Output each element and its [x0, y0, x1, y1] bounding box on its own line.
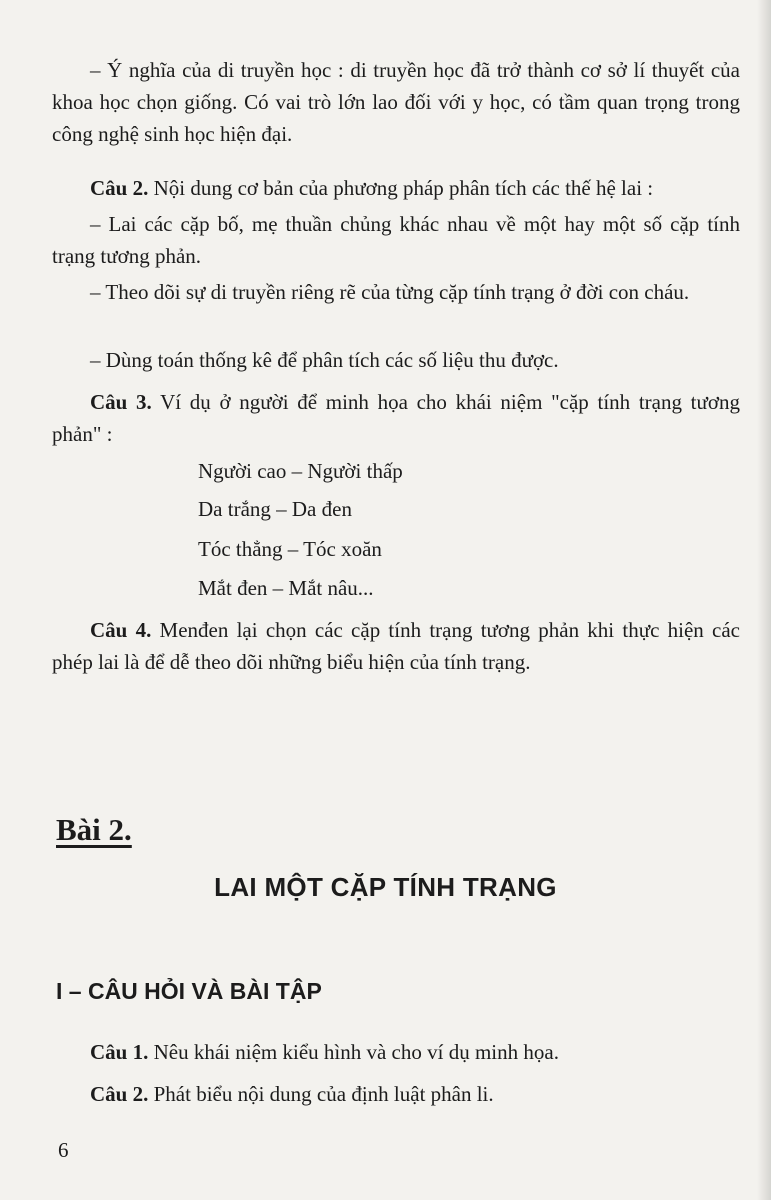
question-label: Câu 1. — [90, 1040, 149, 1064]
example-pair: Người cao – Người thấp — [198, 459, 403, 483]
exercise-question — [52, 1078, 740, 1110]
page-edge-shadow — [757, 0, 771, 1200]
example-pair: Da trắng – Da đen — [198, 497, 352, 521]
question-label: Câu 4. — [90, 618, 152, 642]
paragraph-genetics-significance: – Ý nghĩa của di truyền học : di truyền học đã trở thành cơ sở lí thuyết của khoa học chọn giống. Có vai trò lớn lao đối với y học, có tầm quan trọng trong công nghệ sinh học hiện đại. — [52, 58, 740, 146]
lesson-title: LAI MỘT CẶP TÍNH TRẠNG — [214, 872, 557, 902]
bullet-item: – Theo dõi sự di truyền riêng rẽ của từng cặp tính trạng ở đời con cháu. — [90, 280, 690, 304]
question-text: Nêu khái niệm kiểu hình và cho ví dụ minh họa. — [148, 1040, 559, 1064]
question-label: Câu 3. — [90, 390, 152, 414]
question-4-answer — [52, 614, 740, 678]
question-text: Phát biểu nội dung của định luật phân li. — [148, 1082, 494, 1106]
question-text: Ví dụ ở người để minh họa cho khái niệm "cặp tính trạng tương phản" : — [52, 390, 740, 446]
lesson-number: Bài 2. — [56, 812, 132, 847]
section-heading: I – CÂU HỎI VÀ BÀI TẬP — [56, 978, 322, 1004]
question-label: Câu 2. — [90, 176, 149, 200]
bullet-item: – Dùng toán thống kê để phân tích các số liệu thu được. — [90, 348, 559, 372]
question-2-answer — [52, 172, 740, 204]
bullet-item: – Lai các cặp bố, mẹ thuần chủng khác nhau về một hay một số cặp tính trạng tương phản. — [52, 212, 740, 268]
question-text: Menđen lại chọn các cặp tính trạng tương phản khi thực hiện các phép lai là để dễ theo dõi những biểu hiện của tính trạng. — [52, 618, 740, 674]
question-text: Nội dung cơ bản của phương pháp phân tích các thế hệ lai : — [148, 176, 654, 200]
example-pair: Tóc thẳng – Tóc xoăn — [198, 537, 382, 561]
question-label: Câu 2. — [90, 1082, 149, 1106]
exercise-question — [52, 1036, 740, 1068]
page-number: 6 — [58, 1138, 69, 1162]
example-pair: Mắt đen – Mắt nâu... — [198, 576, 374, 600]
question-3-answer — [52, 386, 740, 450]
